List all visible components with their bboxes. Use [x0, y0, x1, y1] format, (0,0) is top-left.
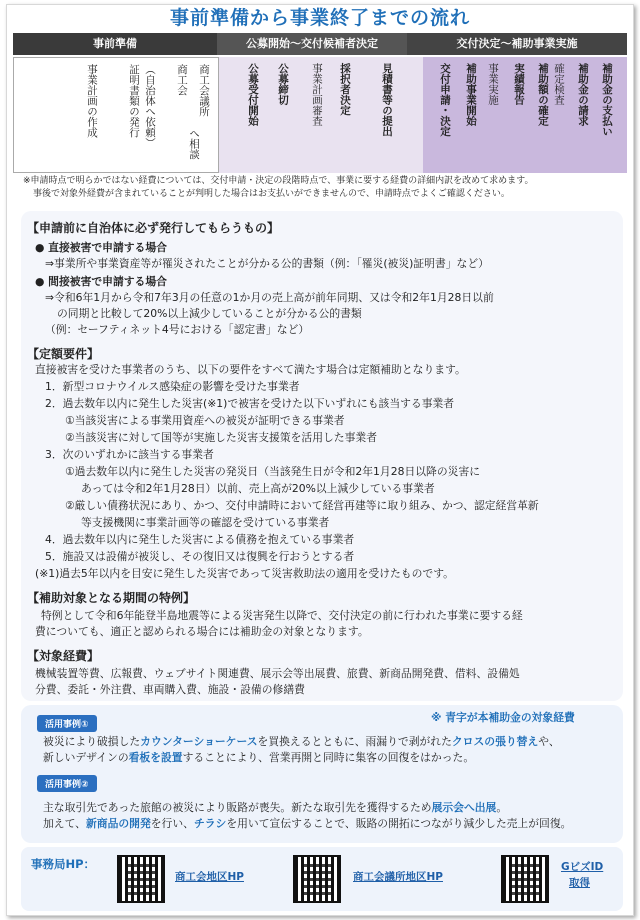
case-text: や、: [538, 735, 560, 748]
req-line: 等支援機関に事業計画等の確認を受けている事業者: [81, 516, 330, 529]
flow-text: 補助金の支払い: [601, 63, 613, 137]
case-text-highlight: チラシ: [193, 817, 227, 830]
indirect-text: の同期と比較して20%以上減少していることが分かる公的書類: [57, 307, 362, 320]
case-text: することにより、営業再開と同時に集客の回復をはかった。: [182, 751, 475, 764]
footer: [21, 847, 623, 911]
req-line: あっては令和2年1月28日）以前、売上高が20%以上減少している事業者: [81, 482, 435, 495]
req-line: 4．過去数年以内に発生した災害による債務を抱えている事業者: [45, 533, 355, 546]
indirect-text: （例：セーフティネット4号における「認定書」など）: [45, 323, 310, 336]
case1-line1: [43, 735, 560, 749]
case-text-highlight: 新商品の開発: [85, 817, 151, 830]
page-title: 事前準備から事業終了までの流れ: [169, 7, 470, 29]
flow-text: （自治体へ依頼）: [144, 64, 156, 148]
phase-implementation: 交付決定〜補助事業実施: [407, 33, 627, 55]
note-line: ※申請時点で明らかではない経費については、交付申請・決定の段階時点で、事業に要する経費の詳細内訳を改めて求めます。: [23, 176, 534, 186]
case-text: 。: [496, 801, 508, 814]
case-text: を用いて宣伝することで、販路の開拓につながり減少した売上が回復。: [226, 817, 572, 830]
req-line: ①当該災害による事業用資産への被災が証明できる事業者: [65, 414, 345, 427]
case-text: 被災により破損した: [43, 735, 141, 748]
flow-text: 確定検査: [553, 63, 565, 105]
flow-text: 事業計画の作成: [86, 64, 98, 138]
flow-text: 補助金の請求: [577, 63, 589, 126]
period-text: 費についても、適正と認められる場合には補助金の対象となります。: [35, 625, 369, 638]
case-text: 主な取引先であった旅館の被災により販路が喪失。新たな取引先を獲得するため: [43, 801, 432, 814]
case1-line2: [43, 751, 474, 765]
flow-text: 交付申請・決定: [439, 63, 451, 137]
case-text-highlight: 展示会へ出展: [431, 801, 497, 814]
req-line: 1．新型コロナウイルス感染症の影響を受けた事業者: [45, 380, 300, 393]
note-line: 事後で対象外経費が含まれていることが判明した場合はお支払いができませんので、申請時点でよくご確認ください。: [33, 189, 510, 199]
direct-text: ⇒事業所や事業資産等が罹災されたことが分かる公的書類（例：「罹災(被災)証明書」など）: [45, 257, 489, 270]
flow-text: 事業実施: [487, 63, 499, 105]
flow-text: 実績報告: [513, 63, 525, 105]
case2-line1: [43, 801, 507, 815]
flow-text: 事業計画審査: [311, 63, 323, 126]
case-text: 新しいデザインの: [43, 751, 129, 764]
case-text-highlight: クロスの張り替え: [451, 735, 539, 748]
footer-label: 事務局HP：: [31, 857, 96, 871]
link-gbizid-get[interactable]: 取得: [569, 877, 590, 889]
flow-step-application: [219, 57, 423, 173]
flow-step-implementation: [423, 57, 627, 173]
case-note: ※ 青字が本補助金の対象経費: [431, 711, 575, 724]
flow-text: 商工会: [176, 64, 188, 96]
flow-text: へ相談: [188, 128, 200, 160]
phase-bar: [13, 33, 627, 55]
req-line: ②当該災害に対して国等が実施した災害支援策を活用した事業者: [65, 431, 377, 444]
flow-text: 証明書類の発行: [128, 64, 140, 138]
case-badge-2: 活用事例②: [37, 775, 97, 792]
flow-text: 公募受付開始: [247, 63, 259, 126]
flow-text: 見積書等の提出: [381, 63, 393, 137]
case-text: 加えて、: [43, 817, 86, 830]
expenses-text: 機械装置等費、広報費、ウェブサイト関連費、展示会等出展費、旅費、新商品開発費、借料、設備処: [35, 667, 520, 680]
phase-application: 公募開始〜交付候補者決定: [217, 33, 407, 55]
flow-text: 商工会議所: [198, 64, 210, 117]
qr-code-icon[interactable]: [117, 855, 165, 903]
qr-code-icon[interactable]: [501, 855, 549, 903]
section-heading-period: 【補助対象となる期間の特例】: [27, 591, 196, 605]
section-heading-cert: 【申請前に自治体に必ず発行してもらうもの】: [27, 221, 280, 235]
section-heading-expenses: 【対象経費】: [27, 649, 100, 663]
req-line: (※1)過去5年以内を目安に発生した災害であって災害救助法の適用を受けたものです。: [35, 567, 454, 580]
req-line: ①過去数年以内に発生した災害の発災日（当該発生日が令和2年1月28日以降の災害に: [65, 465, 481, 478]
direct-heading: ● 直接被害で申請する場合: [35, 241, 167, 254]
req-line: 直接被害を受けた事業者のうち、以下の要件をすべて満たす場合は定額補助となります。: [35, 363, 466, 376]
case-text: を行い、: [150, 817, 194, 830]
flow-text: 公募締切: [277, 63, 289, 105]
link-shokokai[interactable]: 商工会地区HP: [175, 871, 244, 883]
flow-text: 補助額の確定: [537, 63, 549, 126]
note-top: [23, 175, 623, 201]
link-shokokaigisho[interactable]: 商工会議所地区HP: [353, 871, 443, 883]
period-text: 特例として令和6年能登半島地震等による災害発生以降で、交付決定の前に行われた事業に要する経: [41, 609, 523, 622]
flow-step-prep: [13, 57, 219, 173]
phase-prep: 事前準備: [13, 33, 217, 55]
case2-line2: [43, 817, 571, 831]
expenses-text: 分費、委託・外注費、車両購入費、施設・設備の修繕費: [35, 683, 305, 696]
flow-diagram: [13, 57, 627, 173]
case-text: を買換えるとともに、雨漏りで剥がれた: [257, 735, 452, 748]
case-text-highlight: カウンターショーケース: [140, 735, 258, 748]
indirect-text: ⇒令和6年1月から令和7年3月の任意の1か月の売上高が前年同期、又は令和2年1月28日以前: [45, 291, 494, 304]
link-gbizid[interactable]: GビズID: [561, 861, 604, 873]
flow-text: 採択者決定: [339, 63, 351, 116]
qr-code-icon[interactable]: [293, 855, 341, 903]
case-studies-panel: [21, 705, 623, 843]
requirements-panel: [21, 211, 623, 701]
indirect-heading: ● 間接被害で申請する場合: [35, 275, 167, 288]
section-heading-requirements: 【定額要件】: [27, 347, 100, 361]
req-line: 2．過去数年以内に発生した災害(※1)で被害を受けた以下いずれにも該当する事業者: [45, 397, 455, 410]
page: [6, 4, 634, 916]
req-line: ②厳しい債務状況にあり、かつ、交付申請時において経営再建等に取り組み、かつ、認定経営革新: [65, 499, 539, 512]
req-line: 5．施設又は設備が被災し、その復旧又は復興を行おうとする者: [45, 550, 355, 563]
case-badge-1: 活用事例①: [37, 715, 97, 732]
case-text-highlight: 看板を設置: [128, 751, 183, 764]
flow-text: 補助事業開始: [465, 63, 477, 126]
req-line: 3．次のいずれかに該当する事業者: [45, 448, 214, 461]
